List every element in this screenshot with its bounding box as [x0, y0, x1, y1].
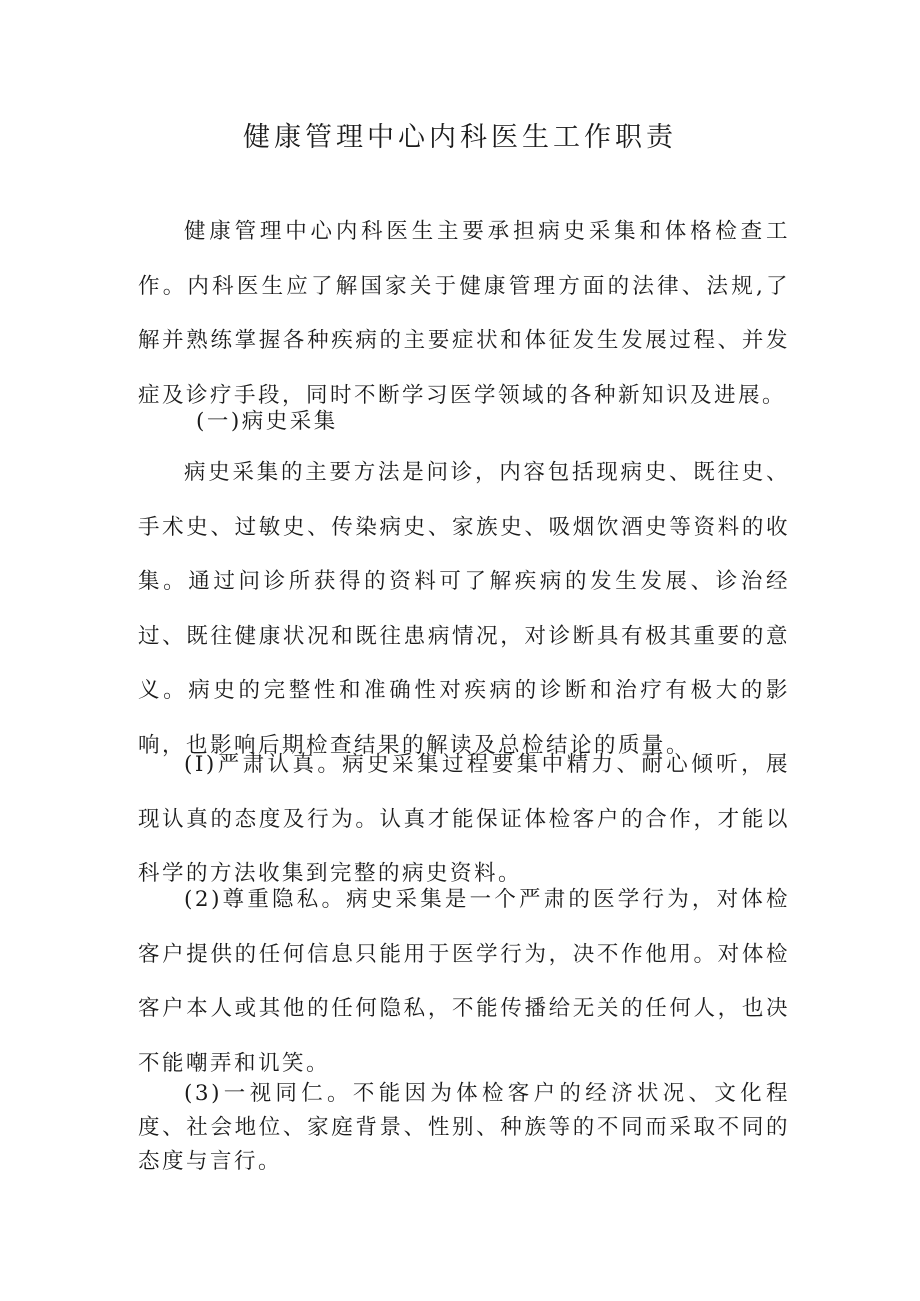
item-1-paragraph: (I)严肃认真。病史采集过程要集中精力、耐心倾听，展现认真的态度及行为。认真才能保证体检客户的合作，才能以科学的方法收集到完整的病史资料。: [138, 752, 790, 886]
item-3-paragraph: (3)一视同仁。不能因为体检客户的经济状况、文化程度、社会地位、家庭背景、性别、种族等的不同而采取不同的态度与言行。: [138, 1081, 790, 1174]
section-heading: (一)病史采集: [196, 409, 338, 434]
item-2-paragraph: (2)尊重隐私。病史采集是一个严肃的医学行为，对体检客户提供的任何信息只能用于医学行为，决不作他用。对体检客户本人或其他的任何隐私，不能传播给无关的任何人，也决不能嘲弄和讥笑。: [138, 887, 790, 1076]
document-title: 健康管理中心内科医生工作职责: [243, 122, 677, 153]
history-paragraph: 病史采集的主要方法是问诊，内容包括现病史、既往史、手术史、过敏史、传染病史、家族史、吸烟饮酒史等资料的收集。通过问诊所获得的资料可了解疾病的发生发展、诊治经过、既往健康状况和既往患病情况，对诊断具有极其重要的意义。病史的完整性和准确性对疾病的诊断和治疗有极大的影响，也影响后期检查结果的解读及总检结论的质量。: [138, 460, 790, 758]
intro-paragraph: 健康管理中心内科医生主要承担病史采集和体格检查工作。内科医生应了解国家关于健康管理方面的法律、法规,了解并熟练掌握各种疾病的主要症状和体征发生发展过程、并发症及诊疗手段，同时不断学习医学领域的各种新知识及进展。: [138, 219, 790, 408]
